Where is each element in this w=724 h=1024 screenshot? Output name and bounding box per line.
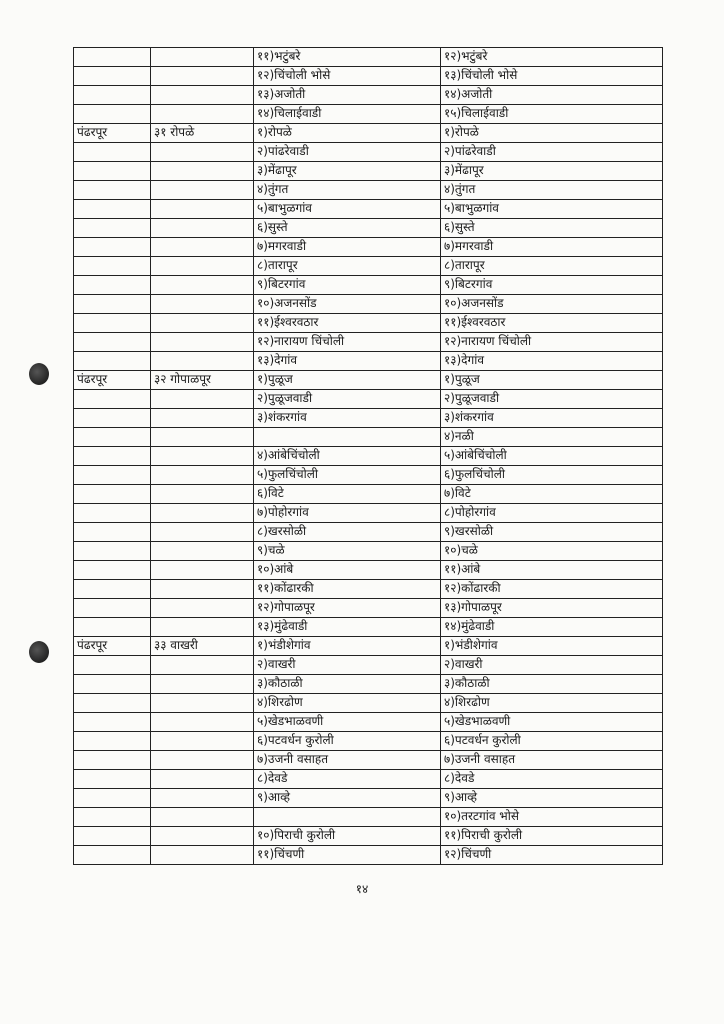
village-group-cell <box>151 314 254 333</box>
village-group-cell <box>151 732 254 751</box>
table-row <box>74 105 663 124</box>
taluka-cell <box>74 219 151 238</box>
old-village-cell: १०)पिराची कुरोली <box>254 827 441 846</box>
table-row <box>74 67 663 86</box>
table-row <box>74 276 663 295</box>
village-group-cell <box>151 390 254 409</box>
table-row <box>74 846 663 865</box>
table-row <box>74 637 663 656</box>
village-group-cell <box>151 789 254 808</box>
table-row <box>74 181 663 200</box>
taluka-cell <box>74 827 151 846</box>
table-row <box>74 352 663 371</box>
new-village-cell: २)वाखरी <box>441 656 663 675</box>
taluka-cell <box>74 599 151 618</box>
old-village-cell: ९)आव्हे <box>254 789 441 808</box>
punch-hole <box>29 363 49 385</box>
new-village-cell: १)रोपळे <box>441 124 663 143</box>
village-group-cell <box>151 466 254 485</box>
table-row <box>74 124 663 143</box>
new-village-cell: ६)सुस्ते <box>441 219 663 238</box>
taluka-cell <box>74 67 151 86</box>
taluka-cell <box>74 86 151 105</box>
new-village-cell: ५)खेडभाळवणी <box>441 713 663 732</box>
old-village-cell: १)भंडीशेगांव <box>254 637 441 656</box>
taluka-cell <box>74 466 151 485</box>
taluka-cell <box>74 580 151 599</box>
new-village-cell: १५)चिलाईवाडी <box>441 105 663 124</box>
table-row <box>74 485 663 504</box>
new-village-cell: ३)मेंढापूर <box>441 162 663 181</box>
new-village-cell: ७)मगरवाडी <box>441 238 663 257</box>
village-group-cell <box>151 561 254 580</box>
new-village-cell: १३)देगांव <box>441 352 663 371</box>
old-village-cell: ३)कौठाळी <box>254 675 441 694</box>
old-village-cell: ८)खरसोळी <box>254 523 441 542</box>
table-row <box>74 333 663 352</box>
old-village-cell: ६)सुस्ते <box>254 219 441 238</box>
new-village-cell: २)पांढरेवाडी <box>441 143 663 162</box>
village-list-table <box>73 47 663 865</box>
new-village-cell: १)भंडीशेगांव <box>441 637 663 656</box>
village-group-cell <box>151 485 254 504</box>
new-village-cell: ६)पटवर्धन कुरोली <box>441 732 663 751</box>
village-group-cell <box>151 713 254 732</box>
table-row <box>74 314 663 333</box>
village-group-cell <box>151 352 254 371</box>
table-row <box>74 770 663 789</box>
new-village-cell: ४)शिरढोण <box>441 694 663 713</box>
village-group-cell <box>151 504 254 523</box>
old-village-cell <box>254 428 441 447</box>
new-village-cell: ३)कौठाळी <box>441 675 663 694</box>
taluka-cell <box>74 181 151 200</box>
new-village-cell: १२)नारायण चिंचोली <box>441 333 663 352</box>
table-row <box>74 808 663 827</box>
village-group-cell <box>151 409 254 428</box>
taluka-cell <box>74 333 151 352</box>
taluka-cell <box>74 143 151 162</box>
taluka-cell <box>74 295 151 314</box>
taluka-cell <box>74 694 151 713</box>
new-village-cell: ४)तुंगत <box>441 181 663 200</box>
taluka-cell <box>74 409 151 428</box>
village-group-cell <box>151 48 254 67</box>
old-village-cell: ३)शंकरगांव <box>254 409 441 428</box>
taluka-cell <box>74 428 151 447</box>
village-group-cell <box>151 675 254 694</box>
new-village-cell: ८)तारापूर <box>441 257 663 276</box>
old-village-cell: १०)आंबे <box>254 561 441 580</box>
old-village-cell: ११)भटुंबरे <box>254 48 441 67</box>
table-row <box>74 675 663 694</box>
village-group-cell <box>151 257 254 276</box>
table-row <box>74 409 663 428</box>
table-row <box>74 238 663 257</box>
village-group-cell <box>151 770 254 789</box>
old-village-cell: १२)गोपाळपूर <box>254 599 441 618</box>
table-row <box>74 656 663 675</box>
taluka-cell <box>74 314 151 333</box>
village-group-cell <box>151 827 254 846</box>
punch-hole <box>29 641 49 663</box>
village-group-cell <box>151 181 254 200</box>
new-village-cell: १०)चळे <box>441 542 663 561</box>
new-village-cell: १२)भटुंबरे <box>441 48 663 67</box>
table-row <box>74 219 663 238</box>
village-group-cell <box>151 276 254 295</box>
new-village-cell: १०)तरटगांव भोसे <box>441 808 663 827</box>
village-group-cell: ३२ गोपाळपूर <box>151 371 254 390</box>
table-row <box>74 371 663 390</box>
old-village-cell <box>254 808 441 827</box>
old-village-cell: १३)देगांव <box>254 352 441 371</box>
taluka-cell <box>74 542 151 561</box>
table-row <box>74 504 663 523</box>
taluka-cell <box>74 390 151 409</box>
village-group-cell <box>151 580 254 599</box>
table-row <box>74 789 663 808</box>
new-village-cell: ५)आंबेचिंचोली <box>441 447 663 466</box>
taluka-cell <box>74 732 151 751</box>
taluka-cell <box>74 618 151 637</box>
table-row <box>74 48 663 67</box>
table-row <box>74 713 663 732</box>
village-group-cell <box>151 447 254 466</box>
taluka-cell <box>74 200 151 219</box>
old-village-cell: ४)शिरढोण <box>254 694 441 713</box>
table-row <box>74 200 663 219</box>
taluka-cell <box>74 48 151 67</box>
new-village-cell: ७)विटे <box>441 485 663 504</box>
taluka-cell <box>74 485 151 504</box>
village-group-cell <box>151 162 254 181</box>
old-village-cell: १२)नारायण चिंचोली <box>254 333 441 352</box>
new-village-cell: ३)शंकरगांव <box>441 409 663 428</box>
old-village-cell: ३)मेंढापूर <box>254 162 441 181</box>
table-row <box>74 694 663 713</box>
village-group-cell <box>151 67 254 86</box>
village-group-cell <box>151 523 254 542</box>
taluka-cell <box>74 846 151 865</box>
table-row <box>74 542 663 561</box>
taluka-cell <box>74 352 151 371</box>
new-village-cell: १२)चिंचणी <box>441 846 663 865</box>
table-row <box>74 428 663 447</box>
village-group-cell: ३३ वाखरी <box>151 637 254 656</box>
old-village-cell: २)वाखरी <box>254 656 441 675</box>
table-row <box>74 827 663 846</box>
old-village-cell: ५)खेडभाळवणी <box>254 713 441 732</box>
old-village-cell: ७)उजनी वसाहत <box>254 751 441 770</box>
new-village-cell: १३)चिंचोली भोसे <box>441 67 663 86</box>
new-village-cell: ८)पोहोरगांव <box>441 504 663 523</box>
table-row <box>74 390 663 409</box>
new-village-cell: ६)फुलचिंचोली <box>441 466 663 485</box>
village-group-cell <box>151 618 254 637</box>
old-village-cell: ६)पटवर्धन कुरोली <box>254 732 441 751</box>
taluka-cell <box>74 675 151 694</box>
village-group-cell <box>151 295 254 314</box>
new-village-cell: १२)कोंढारकी <box>441 580 663 599</box>
new-village-cell: ५)बाभुळगांव <box>441 200 663 219</box>
old-village-cell: २)पांढरेवाडी <box>254 143 441 162</box>
taluka-cell: पंढरपूर <box>74 124 151 143</box>
table-row <box>74 732 663 751</box>
old-village-cell: ६)विटे <box>254 485 441 504</box>
old-village-cell: १३)मुंढेवाडी <box>254 618 441 637</box>
taluka-cell <box>74 656 151 675</box>
old-village-cell: ११)चिंचणी <box>254 846 441 865</box>
taluka-cell: पंढरपूर <box>74 637 151 656</box>
table-row <box>74 447 663 466</box>
old-village-cell: ९)बिटरगांव <box>254 276 441 295</box>
table-row <box>74 523 663 542</box>
table-row <box>74 295 663 314</box>
table-row <box>74 751 663 770</box>
village-group-cell <box>151 333 254 352</box>
taluka-cell <box>74 713 151 732</box>
village-group-cell <box>151 751 254 770</box>
new-village-cell: ११)आंबे <box>441 561 663 580</box>
taluka-cell <box>74 808 151 827</box>
old-village-cell: ९)चळे <box>254 542 441 561</box>
new-village-cell: १)पुळूज <box>441 371 663 390</box>
taluka-cell <box>74 504 151 523</box>
old-village-cell: ८)तारापूर <box>254 257 441 276</box>
page-number: १४ <box>355 882 369 896</box>
new-village-cell: ११)पिराची कुरोली <box>441 827 663 846</box>
village-group-cell <box>151 105 254 124</box>
old-village-cell: १)रोपळे <box>254 124 441 143</box>
village-group-cell <box>151 656 254 675</box>
village-group-cell: ३१ रोपळे <box>151 124 254 143</box>
taluka-cell <box>74 561 151 580</box>
new-village-cell: ९)बिटरगांव <box>441 276 663 295</box>
table-row <box>74 466 663 485</box>
table-row <box>74 618 663 637</box>
old-village-cell: ७)मगरवाडी <box>254 238 441 257</box>
taluka-cell <box>74 770 151 789</box>
new-village-cell: १४)अजोती <box>441 86 663 105</box>
new-village-cell: ९)आव्हे <box>441 789 663 808</box>
old-village-cell: १३)अजोती <box>254 86 441 105</box>
old-village-cell: १२)चिंचोली भोसे <box>254 67 441 86</box>
table-row <box>74 580 663 599</box>
new-village-cell: १४)मुंढेवाडी <box>441 618 663 637</box>
taluka-cell <box>74 789 151 808</box>
old-village-cell: ४)आंबेचिंचोली <box>254 447 441 466</box>
village-group-cell <box>151 599 254 618</box>
village-group-cell <box>151 428 254 447</box>
old-village-cell: ५)बाभुळगांव <box>254 200 441 219</box>
taluka-cell <box>74 447 151 466</box>
village-group-cell <box>151 846 254 865</box>
taluka-cell <box>74 162 151 181</box>
village-group-cell <box>151 219 254 238</box>
village-group-cell <box>151 238 254 257</box>
old-village-cell: १०)अजनसोंड <box>254 295 441 314</box>
table-row <box>74 162 663 181</box>
new-village-cell: ८)देवडे <box>441 770 663 789</box>
taluka-cell <box>74 257 151 276</box>
old-village-cell: १)पुळूज <box>254 371 441 390</box>
old-village-cell: ८)देवडे <box>254 770 441 789</box>
new-village-cell: ९)खरसोळी <box>441 523 663 542</box>
village-group-cell <box>151 143 254 162</box>
table-row <box>74 599 663 618</box>
new-village-cell: १०)अजनसोंड <box>441 295 663 314</box>
village-group-cell <box>151 86 254 105</box>
village-group-cell <box>151 808 254 827</box>
taluka-cell <box>74 238 151 257</box>
taluka-cell: पंढरपूर <box>74 371 151 390</box>
new-village-cell: ७)उजनी वसाहत <box>441 751 663 770</box>
table-row <box>74 561 663 580</box>
table-row <box>74 86 663 105</box>
taluka-cell <box>74 105 151 124</box>
old-village-cell: ११)कोंढारकी <box>254 580 441 599</box>
old-village-cell: ७)पोहोरगांव <box>254 504 441 523</box>
village-group-cell <box>151 694 254 713</box>
table-row <box>74 257 663 276</box>
old-village-cell: ११)ईश्वरवठार <box>254 314 441 333</box>
old-village-cell: १४)चिलाईवाडी <box>254 105 441 124</box>
new-village-cell: ११)ईश्वरवठार <box>441 314 663 333</box>
old-village-cell: २)पुळूजवाडी <box>254 390 441 409</box>
new-village-cell: १३)गोपाळपूर <box>441 599 663 618</box>
village-group-cell <box>151 542 254 561</box>
new-village-cell: ४)नळी <box>441 428 663 447</box>
taluka-cell <box>74 751 151 770</box>
taluka-cell <box>74 276 151 295</box>
old-village-cell: ४)तुंगत <box>254 181 441 200</box>
new-village-cell: २)पुळूजवाडी <box>441 390 663 409</box>
taluka-cell <box>74 523 151 542</box>
village-group-cell <box>151 200 254 219</box>
old-village-cell: ५)फुलचिंचोली <box>254 466 441 485</box>
table-row <box>74 143 663 162</box>
